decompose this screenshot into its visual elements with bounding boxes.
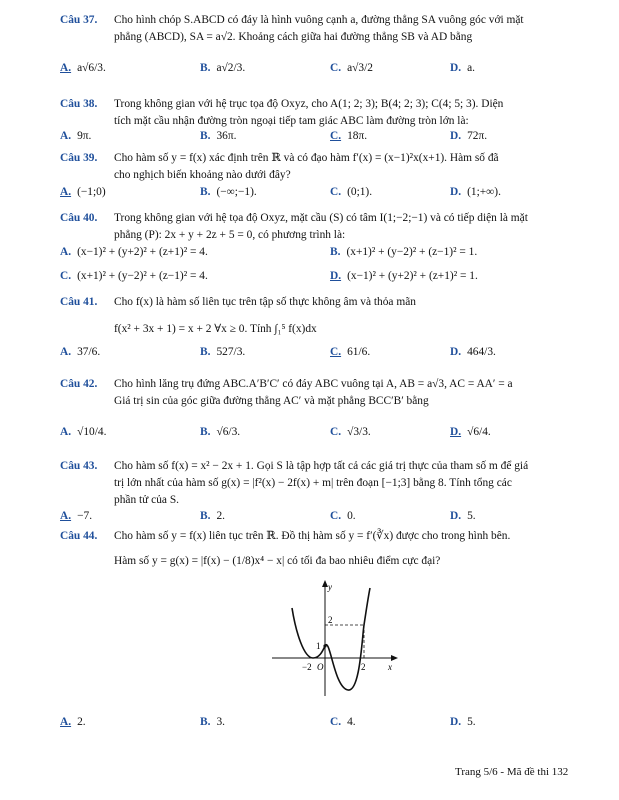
options-41 bbox=[60, 346, 594, 366]
option-b: B. √6/3. bbox=[200, 426, 241, 438]
x-axis-arrow bbox=[391, 655, 398, 661]
option-d: D. (x−1)² + (y+2)² + (z+1)² = 1. bbox=[330, 270, 478, 282]
option-b: B. 2. bbox=[200, 510, 225, 522]
question-43 bbox=[60, 458, 588, 509]
question-38 bbox=[60, 96, 588, 130]
option-a: A. (x−1)² + (y+2)² + (z+1)² = 4. bbox=[60, 246, 208, 258]
option-label: A. bbox=[60, 426, 72, 438]
option-label: C. bbox=[330, 346, 342, 358]
y-tick-2: 2 bbox=[328, 615, 333, 625]
question-40 bbox=[60, 210, 588, 244]
option-label: D. bbox=[330, 270, 342, 282]
option-label: A. bbox=[60, 130, 72, 142]
option-a: A. 37/6. bbox=[60, 346, 101, 358]
option-c: C. √3/3. bbox=[330, 426, 371, 438]
option-b: B. (x+1)² + (y−2)² + (z−1)² = 1. bbox=[330, 246, 478, 258]
option-c: C. 4. bbox=[330, 716, 356, 728]
option-label: C. bbox=[60, 270, 72, 282]
option-label: B. bbox=[200, 510, 211, 522]
options-40-row1 bbox=[60, 246, 594, 266]
option-a: A. (−1;0) bbox=[60, 186, 106, 198]
options-44 bbox=[60, 716, 594, 736]
option-c: C. a√3/2 bbox=[330, 62, 373, 74]
option-d: D. 72π. bbox=[450, 130, 488, 142]
question-text: Cho hàm số y = f(x) xác định trên ℝ và có đạo hàm f′(x) = (x−1)²x(x+1). Hàm số đã bbox=[114, 152, 499, 164]
option-label: D. bbox=[450, 510, 462, 522]
option-c: C. (x+1)² + (y−2)² + (z−1)² = 4. bbox=[60, 270, 208, 282]
option-d: D. 464/3. bbox=[450, 346, 496, 358]
question-41 bbox=[60, 294, 588, 338]
option-d: D. a. bbox=[450, 62, 475, 74]
question-text: Trong không gian với hệ trục tọa độ Oxyz, cho A(1; 2; 3); B(4; 2; 3); C(4; 5; 3). Diện bbox=[114, 98, 504, 110]
question-number: Câu 40. bbox=[60, 212, 98, 224]
question-text: cho nghịch biến khoảng nào dưới đây? bbox=[114, 169, 291, 181]
option-label: C. bbox=[330, 130, 342, 142]
question-42 bbox=[60, 376, 588, 410]
option-a: A. a√6/3. bbox=[60, 62, 106, 74]
question-text: tích mặt cầu nhận đường tròn ngoại tiếp tam giác ABC làm đường tròn lớn là: bbox=[114, 115, 469, 127]
page-footer: Trang 5/6 - Mã đề thi 132 bbox=[455, 766, 569, 778]
question-text: phẳng (P): 2x + y + 2z + 5 = 0, có phương trình là: bbox=[114, 229, 346, 241]
option-a: A. 9π. bbox=[60, 130, 92, 142]
option-label: A. bbox=[60, 716, 72, 728]
question-number: Câu 41. bbox=[60, 296, 98, 308]
option-label: A. bbox=[60, 510, 72, 522]
option-label: B. bbox=[200, 716, 211, 728]
option-label: C. bbox=[330, 426, 342, 438]
option-label: C. bbox=[330, 186, 342, 198]
question-44 bbox=[60, 528, 588, 570]
option-d: D. 5. bbox=[450, 510, 476, 522]
question-number: Câu 42. bbox=[60, 378, 98, 390]
option-label: D. bbox=[450, 186, 462, 198]
function-graph bbox=[270, 578, 400, 700]
y-tick-1: 1 bbox=[316, 641, 321, 651]
options-39 bbox=[60, 186, 594, 206]
option-a: A. 2. bbox=[60, 716, 86, 728]
option-c: C. 61/6. bbox=[330, 346, 371, 358]
option-label: B. bbox=[330, 246, 341, 258]
option-label: A. bbox=[60, 62, 72, 74]
options-43 bbox=[60, 510, 594, 530]
question-text: Hàm số y = g(x) = |f(x) − (1/8)x⁴ − x| có tối đa bao nhiêu điểm cực đại? bbox=[114, 555, 441, 567]
options-42 bbox=[60, 426, 594, 446]
option-label: D. bbox=[450, 130, 462, 142]
option-label: B. bbox=[200, 426, 211, 438]
question-number: Câu 37. bbox=[60, 14, 98, 26]
option-d: D. √6/4. bbox=[450, 426, 491, 438]
question-text: Trong không gian với hệ tọa độ Oxyz, mặt cầu (S) có tâm I(1;−2;−1) và có tiếp diện là mặt bbox=[114, 212, 528, 224]
question-text: phẳng (ABCD), SA = a√2. Khoảng cách giữa hai đường thẳng SB và AD bằng bbox=[114, 31, 473, 43]
question-text: Cho f(x) là hàm số liên tục trên tập số thực không âm và thỏa mãn bbox=[114, 296, 416, 308]
option-label: C. bbox=[330, 716, 342, 728]
x-axis-label: x bbox=[388, 662, 392, 672]
curve bbox=[292, 588, 370, 690]
question-text: Cho hình chóp S.ABCD có đáy là hình vuông cạnh a, đường thẳng SA vuông góc với mặt bbox=[114, 14, 524, 26]
question-39 bbox=[60, 150, 588, 184]
x-tick-neg2: −2 bbox=[302, 662, 312, 672]
option-b: B. 36π. bbox=[200, 130, 237, 142]
question-number: Câu 44. bbox=[60, 530, 98, 542]
option-label: A. bbox=[60, 346, 72, 358]
option-label: C. bbox=[330, 510, 342, 522]
option-d: D. 5. bbox=[450, 716, 476, 728]
question-text: Cho hàm số f(x) = x² − 2x + 1. Gọi S là tập hợp tất cả các giá trị thực của tham số m để giá bbox=[114, 460, 529, 472]
y-axis-label: y bbox=[328, 582, 332, 592]
question-number: Câu 38. bbox=[60, 98, 98, 110]
option-c: C. 0. bbox=[330, 510, 356, 522]
question-text: f(x² + 3x + 1) = x + 2 ∀x ≥ 0. Tính ∫₁⁵ f(x)dx bbox=[114, 323, 317, 335]
option-a: A. −7. bbox=[60, 510, 93, 522]
question-text: phần tử của S. bbox=[114, 494, 180, 506]
x-tick-2: 2 bbox=[361, 662, 366, 672]
option-label: B. bbox=[200, 186, 211, 198]
option-label: A. bbox=[60, 246, 72, 258]
question-37 bbox=[60, 12, 588, 46]
option-label: D. bbox=[450, 716, 462, 728]
option-b: B. a√2/3. bbox=[200, 62, 246, 74]
option-b: B. 527/3. bbox=[200, 346, 246, 358]
options-40-row2 bbox=[60, 270, 594, 290]
option-c: C. (0;1). bbox=[330, 186, 373, 198]
option-c: C. 18π. bbox=[330, 130, 368, 142]
question-number: Câu 43. bbox=[60, 460, 98, 472]
point-0-1 bbox=[323, 644, 326, 647]
options-38 bbox=[60, 130, 594, 150]
question-text: Cho hình lăng trụ đứng ABC.A′B′C′ có đáy ABC vuông tại A, AB = a√3, AC = AA′ = a bbox=[114, 378, 513, 390]
question-number: Câu 39. bbox=[60, 152, 98, 164]
option-b: B. 3. bbox=[200, 716, 225, 728]
option-b: B. (−∞;−1). bbox=[200, 186, 257, 198]
option-label: B. bbox=[200, 130, 211, 142]
option-label: D. bbox=[450, 346, 462, 358]
option-d: D. (1;+∞). bbox=[450, 186, 501, 198]
option-label: A. bbox=[60, 186, 72, 198]
origin-label: O bbox=[317, 662, 324, 672]
question-text: Giá trị sin của góc giữa đường thẳng AC′ và mặt phẳng BCC′B′ bằng bbox=[114, 395, 429, 407]
question-text: Cho hàm số y = f(x) liên tục trên ℝ. Đồ thị hàm số y = f′(∛x) được cho trong hình bên. bbox=[114, 530, 511, 542]
option-label: D. bbox=[450, 62, 462, 74]
option-label: D. bbox=[450, 426, 462, 438]
question-text: trị lớn nhất của hàm số g(x) = |f²(x) − 2f(x) + m| trên đoạn [−1;3] bằng 8. Tính tổng các bbox=[114, 477, 512, 489]
options-37 bbox=[60, 62, 594, 82]
option-label: C. bbox=[330, 62, 342, 74]
option-label: B. bbox=[200, 62, 211, 74]
option-label: B. bbox=[200, 346, 211, 358]
option-a: A. √10/4. bbox=[60, 426, 107, 438]
